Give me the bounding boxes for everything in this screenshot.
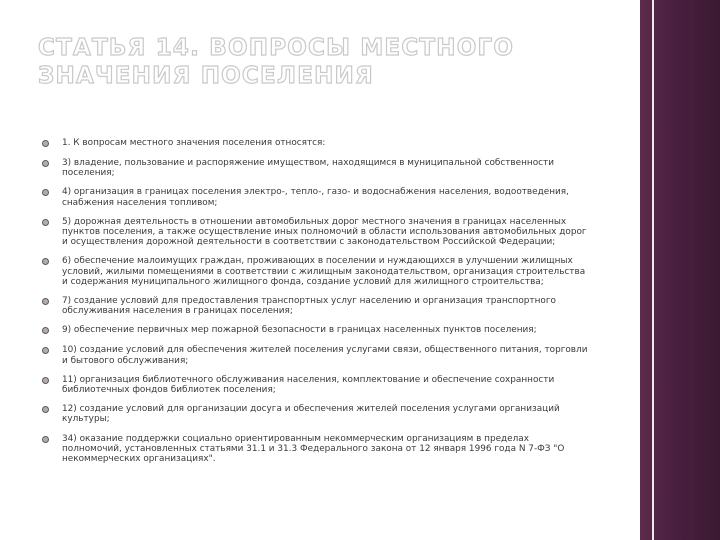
bullet-icon	[42, 187, 62, 198]
list-item-text: 9) обеспечение первичных мер пожарной безопасности в границах населенных пунктов поселения;	[62, 325, 537, 336]
bullet-icon	[42, 158, 62, 169]
list-item-text: 3) владение, пользование и распоряжение имуществом, находящимся в муниципальной собственности поселения;	[62, 158, 554, 179]
bullet-icon	[42, 138, 62, 149]
list-item	[42, 296, 590, 316]
list-item-text: 7) создание условий для предоставления транспортных услуг населению и организация транспортного обслуживания населения в границах поселения;	[62, 296, 556, 317]
list-item	[42, 256, 590, 287]
list-item-text: 34) оказание поддержки социально ориентированным некоммерческим организациям в пределах полномочий, установленных статьями 31.1 и 31.3 Федерального закона от 12 января 1996 года N 7-ФЗ "О некоммерческих организациях".	[62, 433, 565, 465]
list-item	[42, 404, 590, 424]
list-item-text: 10) создание условий для обеспечения жителей поселения услугами связи, общественного питания, торговли и бытового обслуживания;	[62, 345, 588, 366]
bullet-icon	[42, 296, 62, 307]
bullet-icon	[42, 217, 62, 228]
side-divider	[652, 0, 654, 540]
list-item-text: 5) дорожная деятельность в отношении автомобильных дорог местного значения в границах населенных пунктов поселения, а также осуществление иных полномочий в области использования автомобильных дорог и осуществления дорожной деятельности в соответствии с законодательством Российской Федерации;	[62, 216, 587, 248]
list-item	[42, 187, 590, 207]
list-item	[42, 217, 590, 248]
list-item	[42, 375, 590, 395]
list-item-text: 6) обеспечение малоимущих граждан, проживающих в поселении и нуждающихся в улучшении жилищных условий, жилыми помещениями в соответствии с жилищным законодательством, организация строительства и содержания муниципального жилищного фонда, создание условий для жилищного строительства;	[62, 256, 586, 287]
list-item-text: 12) создание условий для организации досуга и обеспечения жителей поселения услугами организаций культуры;	[62, 404, 560, 425]
bullet-icon	[42, 375, 62, 386]
list-item	[42, 158, 590, 178]
list-item	[42, 345, 590, 365]
list-item-text: 4) организация в границах поселения электро-, тепло-, газо- и водоснабжения населения, водоотведения, снабжения населения топливом;	[62, 187, 569, 208]
list-item-text: 11) организация библиотечного обслуживания населения, комплектование и обеспечение сохранности библиотечных фондов библиотек поселения;	[62, 374, 555, 396]
list-item	[42, 325, 590, 336]
list-item-text: 1. К вопросам местного значения поселения относятся:	[62, 138, 326, 148]
bullet-icon	[42, 256, 62, 267]
bullet-icon	[42, 345, 62, 356]
bullet-icon	[42, 325, 62, 336]
bullet-icon	[42, 434, 62, 445]
slide-title: СТАТЬЯ 14. ВОПРОСЫ МЕСТНОГО ЗНАЧЕНИЯ ПОСЕЛЕНИЯ	[38, 35, 515, 89]
list-item	[42, 138, 590, 149]
bullet-icon	[42, 404, 62, 415]
bullet-list	[42, 138, 590, 473]
list-item	[42, 434, 590, 465]
